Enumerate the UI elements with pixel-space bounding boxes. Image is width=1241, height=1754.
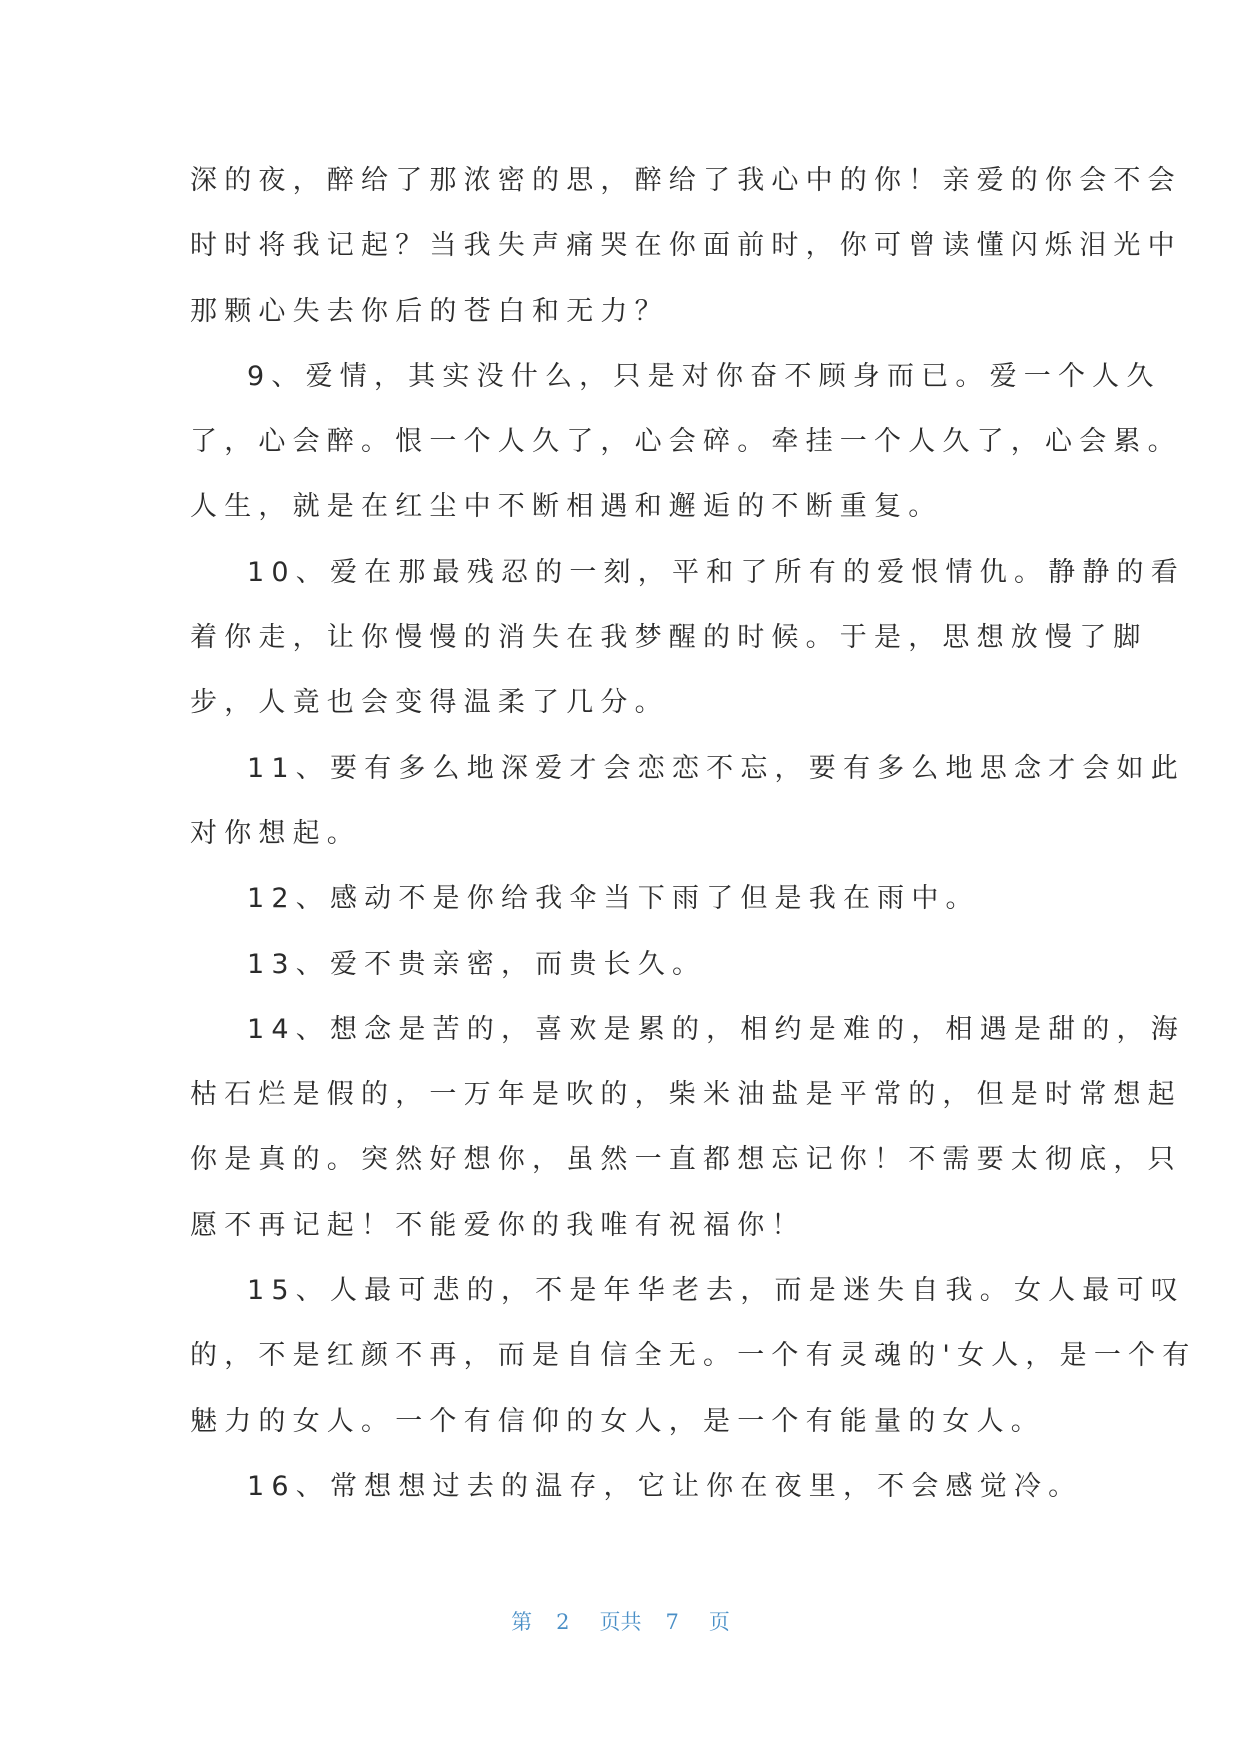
text-line-13: 13、爱不贵亲密，而贵长久。 xyxy=(247,948,707,980)
text-line-21: 16、常想想过去的温存，它让你在夜里，不会感觉冷。 xyxy=(247,1470,1083,1502)
footer-total-pages: 7 xyxy=(665,1610,679,1634)
text-line-18: 15、人最可悲的，不是年华老去，而是迷失自我。女人最可叹 xyxy=(247,1275,1185,1307)
text-line-8: 着你走，让你慢慢的消失在我梦醒的时候。于是，思想放慢了脚 xyxy=(190,622,1148,654)
footer-ye: 页 xyxy=(708,1610,730,1634)
footer-ye-gong: 页共 xyxy=(599,1610,642,1634)
text-line-20: 魅力的女人。一个有信仰的女人，是一个有能量的女人。 xyxy=(190,1405,1045,1437)
text-line-19: 的，不是红颜不再，而是自信全无。一个有灵魂的'女人，是一个有 xyxy=(190,1340,1197,1372)
text-line-4: 9、爱情，其实没什么，只是对你奋不顾身而已。爱一个人久 xyxy=(247,360,1161,392)
text-line-14: 14、想念是苦的，喜欢是累的，相约是难的，相遇是甜的，海 xyxy=(247,1013,1185,1045)
text-line-9: 步，人竟也会变得温柔了几分。 xyxy=(190,687,669,719)
footer-di: 第 xyxy=(511,1610,533,1634)
text-line-15: 枯石烂是假的，一万年是吹的，柴米油盐是平常的，但是时常想起 xyxy=(190,1079,1182,1111)
text-line-12: 12、感动不是你给我伞当下雨了但是我在雨中。 xyxy=(247,883,980,915)
text-line-1: 深的夜，醉给了那浓密的思，醉给了我心中的你！亲爱的你会不会 xyxy=(190,165,1182,196)
text-line-5: 了，心会醉。恨一个人久了，心会碎。牵挂一个人久了，心会累。 xyxy=(190,426,1182,458)
text-line-7: 10、爱在那最残忍的一刻，平和了所有的爱恨情仇。静静的看 xyxy=(247,556,1185,588)
text-line-6: 人生，就是在红尘中不断相遇和邂逅的不断重复。 xyxy=(190,491,943,523)
text-line-2: 时时将我记起？当我失声痛哭在你面前时，你可曾读懂闪烁泪光中 xyxy=(190,230,1182,262)
document-body xyxy=(190,155,1197,1526)
text-line-3: 那颗心失去你后的苍白和无力？ xyxy=(190,295,669,327)
text-line-17: 愿不再记起！不能爱你的我唯有祝福你！ xyxy=(190,1209,806,1241)
text-line-16: 你是真的。突然好想你，虽然一直都想忘记你！不需要太彻底，只 xyxy=(190,1144,1182,1176)
footer-page-number: 2 xyxy=(556,1610,570,1634)
text-line-11: 对你想起。 xyxy=(190,817,361,849)
text-line-10: 11、要有多么地深爱才会恋恋不忘，要有多么地思念才会如此 xyxy=(247,752,1185,784)
page-footer xyxy=(0,1606,1241,1636)
